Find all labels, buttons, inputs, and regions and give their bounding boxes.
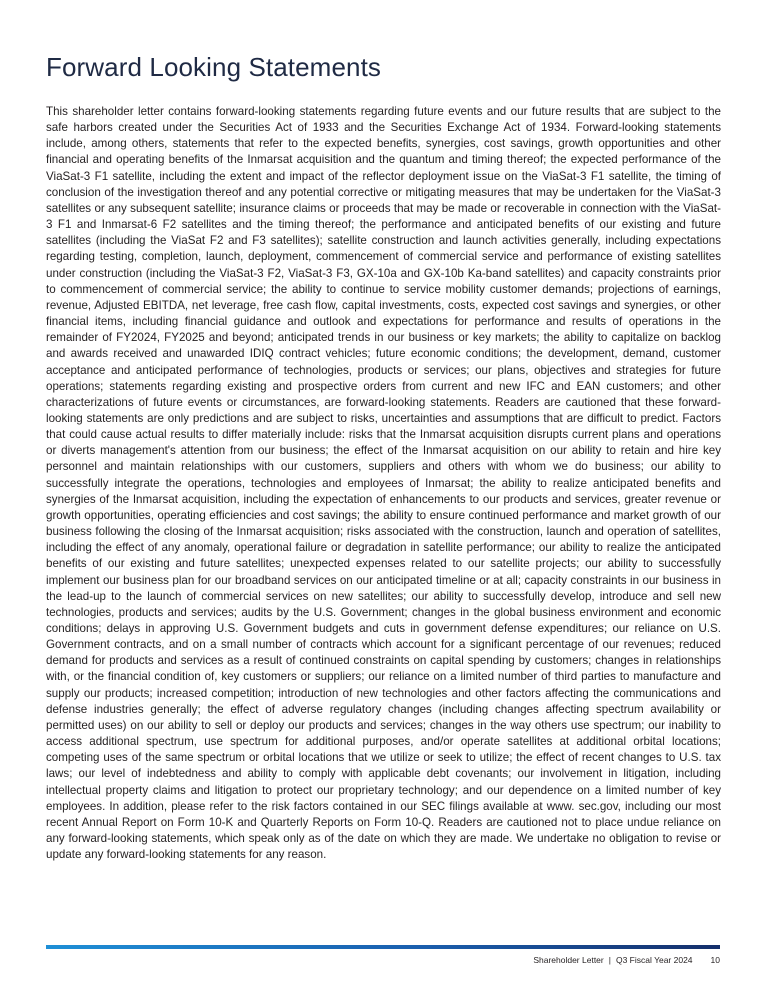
page-footer [533, 954, 720, 966]
page-title: Forward Looking Statements [46, 52, 381, 82]
footer-divider [46, 945, 720, 949]
footer-separator: | [608, 955, 611, 965]
footer-document-name: Shareholder Letter [533, 955, 604, 965]
page-number: 10 [710, 955, 720, 965]
footer-period: Q3 Fiscal Year 2024 [615, 955, 693, 965]
forward-looking-statements-body: This shareholder letter contains forward-looking statements regarding future events and our future results that are subject to the safe harbors created under the Securities Act of 1933 and the Securities Exchange Act of 1934. Forward-looking statements include, among others, statements that refer to the expected benefits, synergies, cost savings, growth opportunities and other financial and operating benefits of the Inmarsat acquisition and the quantum and timing thereof; the expected performance of the ViaSat-3 F1 satellite, including the extent and impact of the reflector deployment issue on the ViaSat-3 F1 satellite, the timing of conclusion of the investigation thereof and any potential corrective or mitigating measures that may be undertaken for the ViaSat-3 satellites or any subsequent satellite; insurance claims or proceeds that may be made or recoverable in connection with the ViaSat-3 F1 and Inmarsat-6 F2 satellites and the timing thereof; the performance and anticipated benefits of our existing and future satellites (including the ViaSat F2 and F3 satellites); satellite construction and launch activities generally, including expectations regarding testing, completion, launch, deployment, commencement of commercial service and performance of existing satellites under construction (including the ViaSat-3 F2, ViaSat-3 F3, GX-10a and GX-10b Ka-band satellites) and capacity constraints prior to commencement of commercial service; the ability to continue to service mobility customer demands; projections of earnings, revenue, Adjusted EBITDA, net leverage, free cash flow, capital investments, costs, expected cost savings and synergies, or other financial items, including financial guidance and outlook and expectations for performance and results of operations in the remainder of FY2024, FY2025 and beyond; anticipated trends in our business or key markets; the ability to capitalize on backlog and awards received and unawarded IDIQ contract vehicles; future economic conditions; the development, demand, customer acceptance and anticipated performance of technologies, products or services; our plans, objectives and strategies for future operations; statements regarding existing and prospective orders from current and new IFC and EAN customers; and other characterizations of future events or circumstances, are forward-looking statements. Readers are cautioned that these forward-looking statements are only predictions and are subject to risks, uncertainties and assumptions that are difficult to predict. Factors that could cause actual results to differ materially include: risks that the Inmarsat acquisition disrupts current plans and operations or diverts management's attention from our business; the effect of the Inmarsat acquisition on our ability to retain and hire key personnel and maintain relationships with our customers, suppliers and others with whom we do business; our ability to successfully integrate the operations, technologies and employees of Inmarsat; the ability to realize anticipated benefits and synergies of the Inmarsat acquisition, including the expectation of enhancements to our products and services, greater revenue or growth opportunities, operating efficiencies and cost savings; the ability to ensure continued performance and market growth of our business following the closing of the Inmarsat acquisition; risks associated with the construction, launch and operation of satellites, including the effect of any anomaly, operational failure or degradation in satellite performance; our ability to realize the anticipated benefits of our existing and future satellites; unexpected expenses related to our satellite projects; our ability to successfully implement our business plan for our broadband services on our anticipated timeline or at all; capacity constraints in our business in the lead-up to the launch of commercial services on new satellites; our ability to successfully develop, introduce and sell new technologies, products and services; audits by the U.S. Government; changes in the global business environment and economic conditions; delays in approving U.S. Government budgets and cuts in government defense expenditures; our reliance on U.S. Government contracts, and on a small number of contracts which account for a significant percentage of our revenues; reduced demand for products and services as a result of continued constraints on capital spending by customers; changes in relationships with, or the financial condition of, key customers or suppliers; our reliance on a limited number of third parties to manufacture and supply our products; increased competition; introduction of new technologies and other factors affecting the communications and defense industries generally; the effect of adverse regulatory changes (including changes affecting spectrum availability or permitted uses) on our ability to sell or deploy our products and services; changes in the way others use spectrum; our inability to access additional spectrum, use spectrum for additional purposes, and/or operate satellites at additional orbital locations; competing uses of the same spectrum or orbital locations that we utilize or seek to utilize; the effect of recent changes to U.S. tax laws; our level of indebtedness and ability to comply with applicable debt covenants; our involvement in litigation, including intellectual property claims and litigation to protect our proprietary technology; and our dependence on a limited number of key employees. In addition, please refer to the risk factors contained in our SEC filings available at www. sec.gov, including our most recent Annual Report on Form 10-K and Quarterly Reports on Form 10-Q. Readers are cautioned not to place undue reliance on any forward-looking statements, which speak only as of the date on which they are made. We undertake no obligation to revise or update any forward-looking statements for any reason. [46, 105, 721, 862]
